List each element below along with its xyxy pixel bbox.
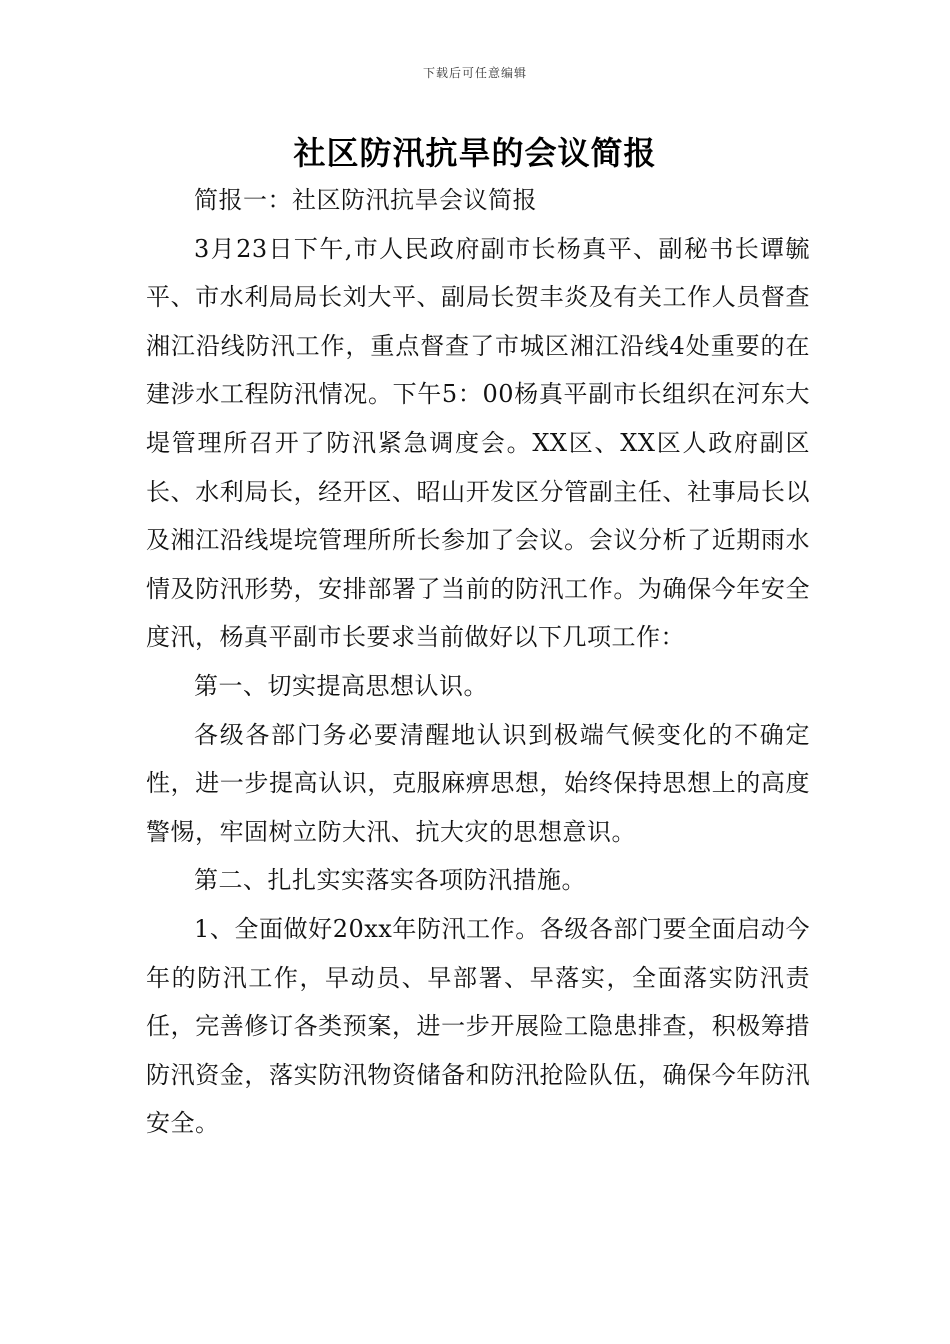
paragraph-section-two-item-one: 1、全面做好20xx年防汛工作。各级各部门要全面启动今年的防汛工作，早动员、早部署、早落实，全面落实防汛责任，完善修订各类预案，进一步开展险工隐患排查，积极筹措防汛资金，落实防汛物资储备和防汛抢险队伍，确保今年防汛安全。 [146, 914, 810, 1138]
paragraph-bulletin-heading: 简报一：社区防汛抗旱会议简报 [194, 186, 537, 214]
paragraph-section-one-heading: 第一、切实提高思想认识。 [194, 671, 488, 700]
document-body [146, 176, 810, 1148]
paragraph-section-one-body: 各级各部门务必要清醒地认识到极端气候变化的不确定性，进一步提高认识，克服麻痹思想，始终保持思想上的高度警惕，牢固树立防大汛、抗大灾的思想意识。 [146, 720, 810, 846]
page-header-note: 下载后可任意编辑 [422, 66, 527, 80]
document-title: 社区防汛抗旱的会议简报 [293, 134, 657, 172]
paragraph-section-two-heading: 第二、扎扎实实落实各项防汛措施。 [194, 866, 586, 895]
paragraph-meeting-summary: 3月23日下午,市人民政府副市长杨真平、副秘书长谭毓平、市水利局局长刘大平、副局长贺丰炎及有关工作人员督查湘江沿线防汛工作，重点督查了市城区湘江沿线4处重要的在建涉水工程防汛情况。下午5：00杨真平副市长组织在河东大堤管理所召开了防汛紧急调度会。XX区、XX区人政府副区长、水利局长，经开区、昭山开发区分管副主任、社事局长以及湘江沿线堤垸管理所所长参加了会议。会议分析了近期雨水情及防汛形势，安排部署了当前的防汛工作。为确保今年安全度汛，杨真平副市长要求当前做好以下几项工作： [146, 234, 810, 652]
